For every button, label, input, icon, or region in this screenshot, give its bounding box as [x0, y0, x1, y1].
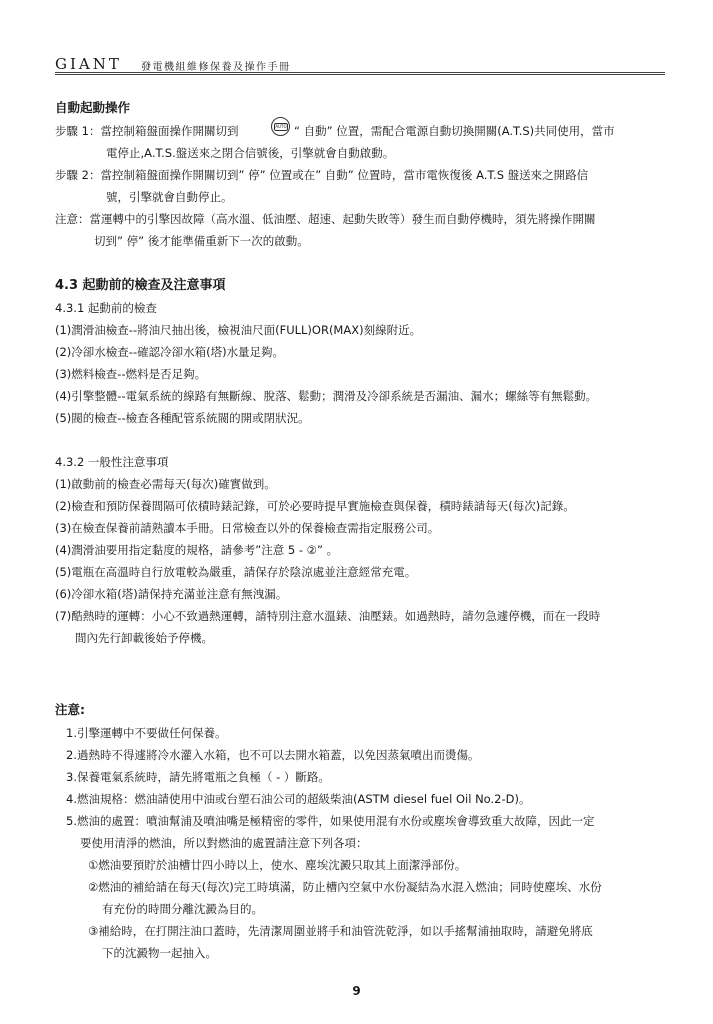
page-header: [55, 52, 665, 76]
note-item: 5.燃油的處置：噴油幫浦及噴油嘴是極精密的零件，如果使用混有水份或塵埃會導致重大故障，因此一定: [66, 814, 595, 828]
check-item: (2)冷卻水檢查--確認冷卻水箱(塔)水量足夠。: [55, 345, 285, 359]
general-note-item: (5)電瓶在高溫時自行放電較為嚴重，請保存於陰涼處並注意經常充電。: [55, 565, 417, 579]
auto-start-heading: 自動起動操作: [55, 100, 131, 115]
header-title: 發電機組維修保養及操作手冊: [141, 62, 291, 73]
section-4-3-heading: 4.3 起動前的檢查及注意事項: [55, 278, 226, 293]
general-note-item-continued: 間內先行卸載後始予停機。: [75, 631, 213, 645]
note-item: 2.過熱時不得遽將冷水灌入水箱，也不可以去開水箱蓋，以免因蒸氣噴出而燙傷。: [66, 748, 480, 762]
header-rule: [55, 72, 665, 73]
check-item: (4)引擎整體--電氣系統的線路有無斷線、脫落、鬆動；潤滑及冷卻系統是否漏油、漏水；螺絲等有無鬆動。: [55, 389, 598, 403]
general-note-item: (4)潤滑油要用指定黏度的規格，請參考”注意 5 - ②” 。: [55, 543, 339, 557]
brand-logo: GIANT: [55, 55, 122, 73]
fuel-subitem: ①燃油要預貯於油槽廿四小時以上，使水、塵埃沈澱只取其上面潔淨部份。: [88, 858, 467, 872]
subsection-4-3-1-title: 4.3.1 起動前的檢查: [55, 301, 157, 315]
general-note-item: (6)冷卻水箱(塔)請保持充滿並注意有無洩漏。: [55, 587, 288, 601]
general-note-item: (1)啟動前的檢查必需每天(每次)確實做到。: [55, 477, 276, 491]
general-note-item: (3)在檢查保養前請熟讀本手冊。日常檢查以外的保養檢查需指定服務公司。: [55, 521, 440, 535]
header-rule-secondary: [55, 74, 665, 75]
check-item: (1)潤滑油檢查--將油尺抽出後，檢視油尺面(FULL)OR(MAX)刻線附近。: [55, 323, 422, 337]
check-item: (5)閥的檢查--檢查各種配管系統閥的開或閉狀況。: [55, 411, 310, 425]
general-note-item: (7)酷熱時的運轉：小心不致過熱運轉，請特別注意水溫錶、油壓錶。如過熱時，請勿急遽停機，而在一段時: [55, 609, 601, 623]
fuel-subitem: ③補給時，在打開注油口蓋時，先清潔周圍並將手和油管洗乾淨，如以手搖幫浦抽取時，請避免將底: [88, 924, 593, 938]
auto-switch-icon: AUTO: [271, 117, 290, 136]
fuel-subitem-continued: 下的沈澱物一起抽入。: [102, 946, 217, 960]
step1-line1-prefix: 步驟 1：當控制箱盤面操作開關切到: [55, 124, 239, 138]
step2-line1: 步驟 2：當控制箱盤面操作開關切到” 停” 位置或在” 自動” 位置時，當市電恢復後 A.T.S 盤送來之開路信: [55, 168, 589, 182]
step1-line1-suffix: “ 自動” 位置，需配合電源自動切換開關(A.T.S)共同使用，當市: [294, 124, 615, 138]
note-item: 1.引擎運轉中不要做任何保養。: [66, 726, 227, 740]
note-item: 4.燃油規格：燃油請使用中油或台塑石油公司的超級柴油(ASTM diesel fuel Oil No.2-D)。: [66, 792, 531, 806]
step2-line2: 號，引擎就會自動停止。: [106, 190, 233, 204]
note-item: 3.保養電氣系統時，請先將電瓶之負極（ - ）斷路。: [66, 770, 330, 784]
note-item-continued: 要使用清淨的燃油，所以對燃油的處置請注意下列各項：: [80, 836, 368, 850]
note-line1: 注意：當運轉中的引擎因故障（高水溫、低油壓、超速、起動失敗等）發生而自動停機時，須先將操作開關: [55, 212, 596, 226]
check-item: (3)燃料檢查--燃料是否足夠。: [55, 367, 207, 381]
note-line2: 切到” 停” 後才能準備重新下一次的啟動。: [94, 234, 309, 248]
fuel-subitem-continued: 有充份的時間分離沈澱為目的。: [102, 902, 263, 916]
step1-line2: 電停止,A.T.S.盤送來之閉合信號後，引擎就會自動啟動。: [106, 146, 395, 160]
general-note-item: (2)檢查和預防保養間隔可依積時錶記錄，可於必要時提早實施檢查與保養，積時錶請每天(每次)記錄。: [55, 499, 575, 513]
subsection-4-3-2-title: 4.3.2 一般性注意事項: [55, 455, 169, 469]
fuel-subitem: ②燃油的補給請在每天(每次)完工時填滿，防止槽內空氣中水份凝結為水混入燃油；同時使塵埃、水份: [88, 880, 602, 894]
page-number: 9: [352, 984, 361, 998]
notes-heading: 注意:: [55, 702, 85, 717]
